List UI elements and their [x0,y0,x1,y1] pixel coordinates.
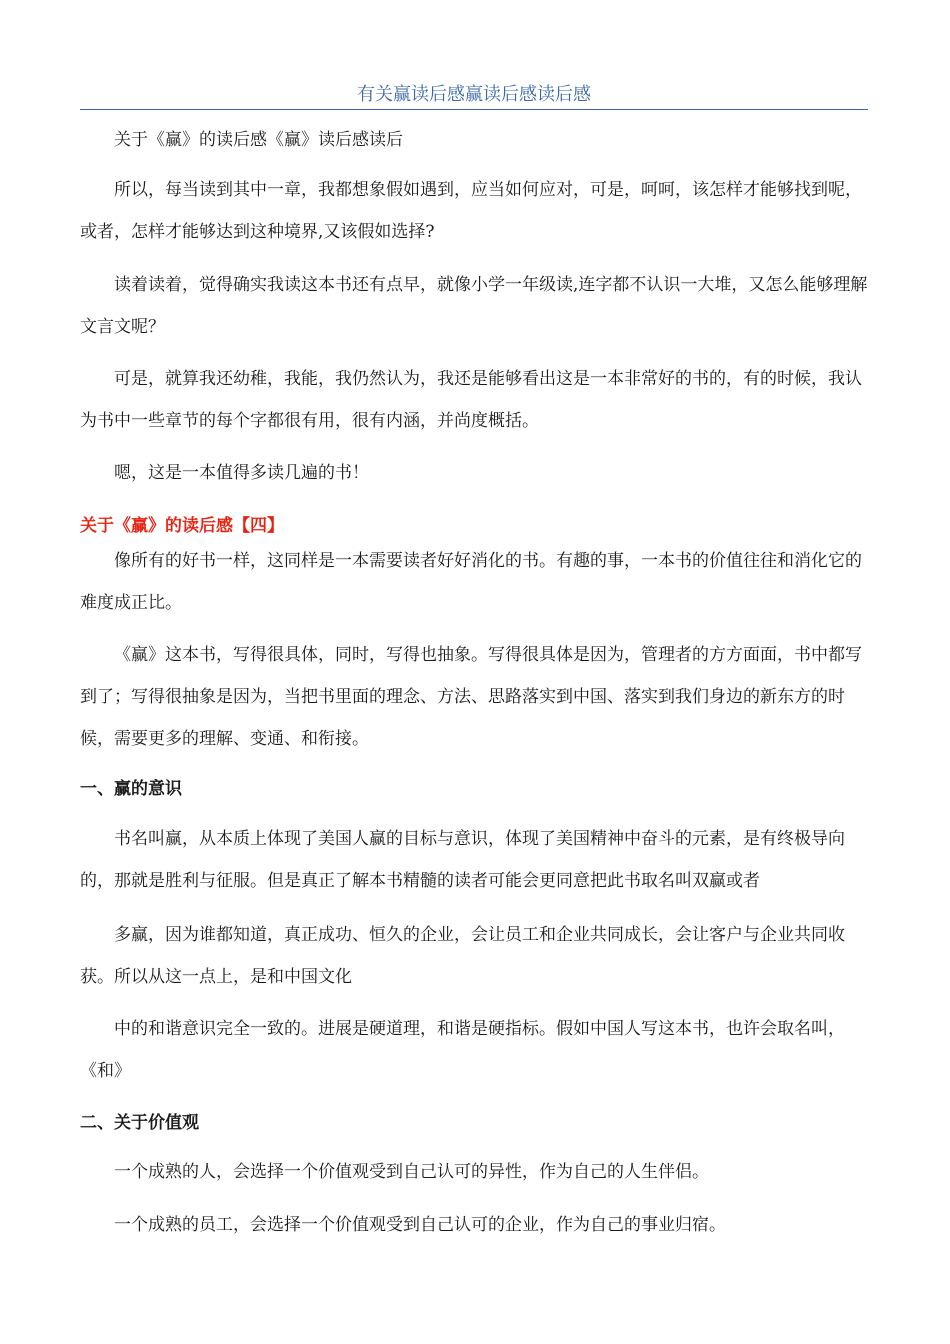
header-divider [80,109,868,110]
paragraph-10: 中的和谐意识完全一致的。进展是硬道理，和谐是硬指标。假如中国人写这本书，也许会取名叫，《和》 [80,1019,845,1081]
paragraph-9: 多赢，因为谁都知道，真正成功、恒久的企业，会让员工和企业共同成长，会让客户与企业共同收获。所以从这一点上，是和中国文化 [80,925,845,987]
page-header-title: 有关赢读后感赢读后感读后感 [357,84,591,105]
paragraph-4: 可是，就算我还幼稚，我能，我仍然认为，我还是能够看出这是一本非常好的书的，有的时候，我认为书中一些章节的每个字都很有用，很有内涵，并尚度概括。 [80,369,862,431]
paragraph-12: 一个成熟的员工，会选择一个价值观受到自己认可的企业，作为自己的事业归宿。 [114,1215,726,1235]
paragraph-7: 《赢》这本书，写得很具体，同时，写得也抽象。写得很具体是因为，管理者的方方面面，书中都写到了；写得很抽象是因为，当把书里面的理念、方法、思路落实到中国、落实到我们身边的新东方的时候，需要更多的理解、变通、和衔接。 [80,645,862,749]
paragraph-11: 一个成熟的人，会选择一个价值观受到自己认可的异性，作为自己的人生伴侣。 [114,1162,709,1182]
paragraph-5: 嗯，这是一本值得多读几遍的书！ [114,463,369,483]
paragraph-6: 像所有的好书一样，这同样是一本需要读者好好消化的书。有趣的事，一本书的价值往往和消化它的难度成正比。 [80,551,862,613]
paragraph-intro: 关于《赢》的读后感《赢》读后感读后 [114,130,403,150]
section-heading-four: 关于《赢》的读后感【四】 [80,516,284,536]
heading-win-awareness: 一、赢的意识 [80,779,182,799]
paragraph-8: 书名叫赢，从本质上体现了美国人赢的目标与意识，体现了美国精神中奋斗的元素，是有终极导向的，那就是胜利与征服。但是真正了解本书精髓的读者可能会更同意把此书取名叫双赢或者 [80,829,845,891]
heading-values: 二、关于价值观 [80,1113,199,1133]
paragraph-3: 读着读着，觉得确实我读这本书还有点早，就像小学一年级读,连字都不认识一大堆，又怎么能够理解文言文呢？ [80,275,868,337]
paragraph-2: 所以，每当读到其中一章，我都想象假如遇到，应当如何应对，可是，呵呵，该怎样才能够找到呢，或者，怎样才能够达到这种境界,又该假如选择? [80,180,862,242]
